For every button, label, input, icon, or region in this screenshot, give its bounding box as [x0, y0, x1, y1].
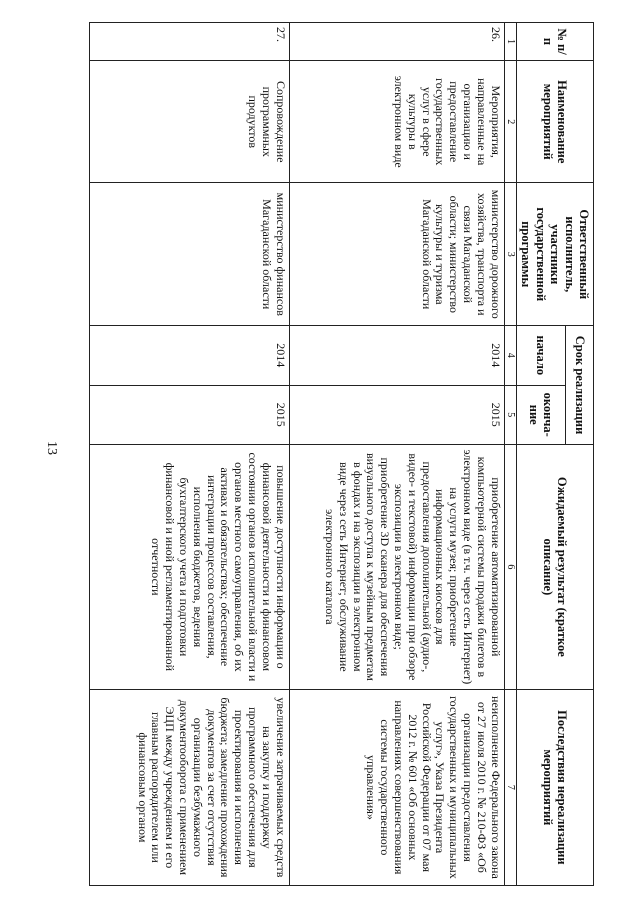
row-end: 2015: [89, 385, 289, 444]
row-result: повышение доступности информации о финансовой деятельности и финансовом состоянии органов исполнительной власти и органов местного самоуправления, об их активах и обязательствах; обеспечение интеграции процессов составления, исполнения бюджетов, ведения бухгалтерского учета и подготовки финансовой и иной регламентированной отчетности: [89, 444, 289, 689]
header-result: Ожидаемый результат (краткое описание): [517, 444, 594, 689]
row-consequences: увеличение затрачиваемых средств на закупку и поддержку программного обеспечения для проектирования и исполнения бюджета; замедление прохождения документов за счет отсутствия организации безбумажного документооборота с применением ЭЦП между учреждением и его главным распорядителем или финансовым органом: [89, 689, 289, 885]
header-name: Наименование мероприятий: [517, 61, 594, 183]
column-number: 5: [504, 385, 517, 444]
header-start: начало: [517, 326, 566, 385]
row-name: Мероприятия, направленные на организацию и предоставление государственных услуг в сфере культуры в электронном виде: [289, 61, 504, 183]
program-measures-table: [89, 22, 594, 886]
row-name: Сопровождение программных продуктов: [89, 61, 289, 183]
column-number: 2: [504, 61, 517, 183]
header-executor: Ответственный исполнитель, участники государственной программы: [517, 183, 594, 326]
row-executor: министерство дорожного хозяйства, транспорта и связи Магаданской области; министерство культуры и туризма Магаданской области: [289, 183, 504, 326]
header-num: № п/п: [517, 23, 594, 61]
row-result: приобретение автоматизированной компьютерной системы продажи билетов в электронном виде (в т.ч. через сеть Интернет) на услуги музея; приобретение информационных киосков для предоставления дополнительной (аудио-, видео- и текстовой) информации при обзоре экспозиции в электронном виде; приобретение 3D сканера для обеспечения визуального доступа к музейным предметам в фондах и на экспозиции в электронном виде через сеть Интернет; обслуживание электронного каталога: [289, 444, 504, 689]
row-consequences: неисполнение Федерального закона от 27 июля 2010 г. № 210-ФЗ «Об организации предоставления государственных и муниципальных услуг», Указа Президента Российской Федерации от 07 мая 2012 г. № 601 «Об основных направлениях совершенствования системы государственного управления»: [289, 689, 504, 885]
table-row: [289, 23, 504, 886]
row-executor: министерство финансов Магаданской области: [89, 183, 289, 326]
page-number: 13: [44, 441, 59, 455]
header-end: оконча-ние: [517, 385, 566, 444]
row-start: 2014: [89, 326, 289, 385]
row-num: 27.: [89, 23, 289, 61]
row-num: 26.: [289, 23, 504, 61]
column-number: 6: [504, 444, 517, 689]
row-end: 2015: [289, 385, 504, 444]
header-consequences: Последствия нереализации мероприятий: [517, 689, 594, 885]
column-number: 4: [504, 326, 517, 385]
column-number: 3: [504, 183, 517, 326]
row-start: 2014: [289, 326, 504, 385]
header-term: Срок реализации: [565, 326, 593, 445]
table-row: [89, 23, 289, 886]
column-number: 1: [504, 23, 517, 61]
rotated-table-wrapper: [74, 22, 594, 886]
column-number: 7: [504, 689, 517, 885]
